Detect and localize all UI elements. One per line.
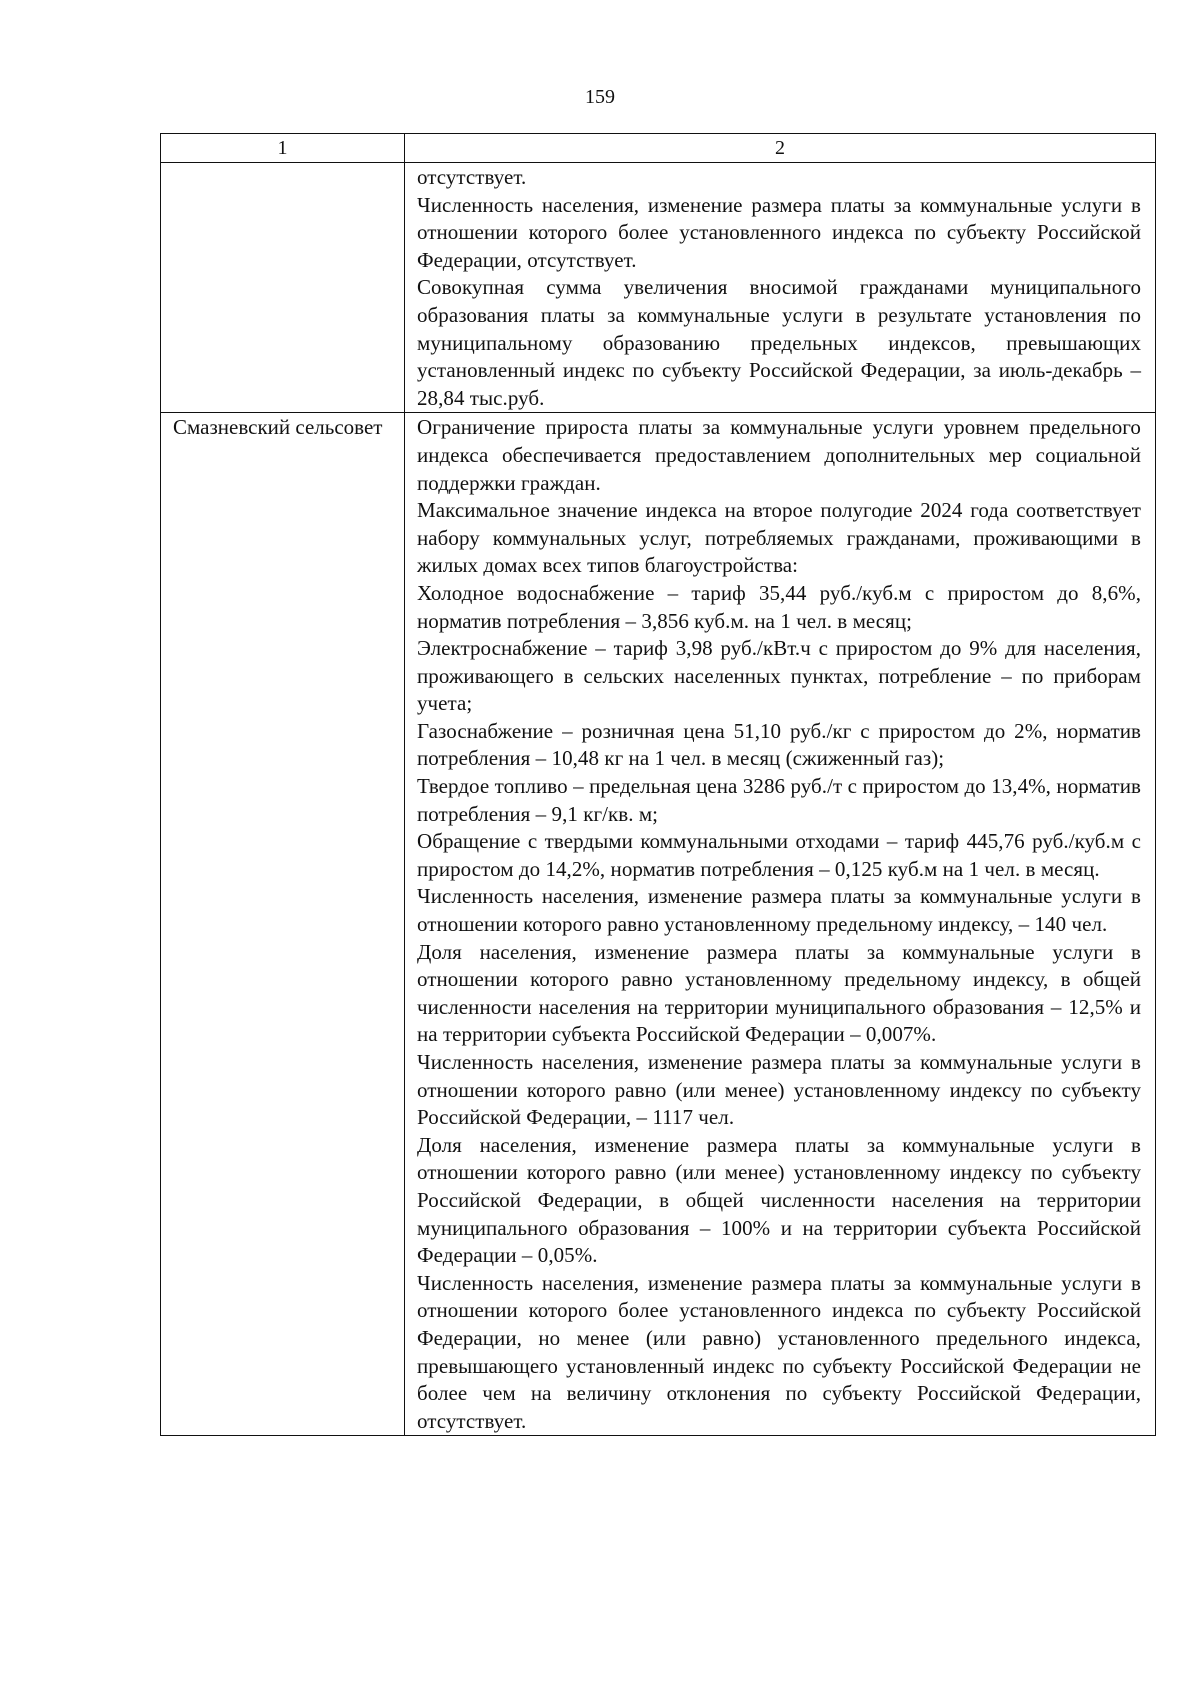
description-cell <box>405 413 1156 1436</box>
page-number: 159 <box>585 86 615 108</box>
table-row <box>161 413 1156 1436</box>
paragraph: Ограничение прироста платы за коммунальные услуги уровнем предельного индекса обеспечивается предоставлением дополнительных мер социальной поддержки граждан. <box>417 415 1141 495</box>
paragraph: Численность населения, изменение размера платы за коммунальные услуги в отношении которого равно (или менее) установленному индексу по субъекту Российской Федерации, – 1117 чел. <box>417 1050 1141 1130</box>
column-header-2: 2 <box>405 134 1156 163</box>
paragraph: Холодное водоснабжение – тариф 35,44 руб./куб.м с приростом до 8,6%, норматив потребления – 3,856 куб.м. на 1 чел. в месяц; <box>417 580 1141 633</box>
paragraph: Численность населения, изменение размера платы за коммунальные услуги в отношении которого более установленного индекса по субъекту Российской Федерации, но менее (или равно) установленного предельного индекса, превышающего установленный индекс по субъекту Российской Федерации не более чем на величину отклонения по субъекту Российской Федерации, отсутствует. <box>417 1270 1141 1433</box>
paragraph: Обращение с твердыми коммунальными отходами – тариф 445,76 руб./куб.м с приростом до 14,2%, норматив потребления – 0,125 куб.м на 1 чел. в месяц. <box>417 829 1141 881</box>
table-row <box>161 163 1156 413</box>
paragraph: Численность населения, изменение размера платы за коммунальные услуги в отношении которого более установленного индекса по субъекту Российской Федерации, отсутствует. <box>417 192 1141 272</box>
paragraph: Твердое топливо – предельная цена 3286 руб./т с приростом до 13,4%, норматив потребления – 9,1 кг/кв. м; <box>417 774 1141 826</box>
document-table <box>160 133 1156 1436</box>
paragraph: Доля населения, изменение размера платы за коммунальные услуги в отношении которого равно установленному предельному индексу, в общей численности населения на территории муниципального образования – 12,5% и на территории субъекта Российской Федерации – 0,007%. <box>417 939 1141 1047</box>
paragraph: отсутствует. <box>417 165 527 189</box>
paragraph: Максимальное значение индекса на второе полугодие 2024 года соответствует набору коммунальных услуг, потребляемых гражданами, проживающими в жилых домах всех типов благоустройства: <box>417 498 1141 578</box>
column-header-1: 1 <box>161 134 405 163</box>
paragraph: Газоснабжение – розничная цена 51,10 руб./кг с приростом до 2%, норматив потребления – 10,48 кг на 1 чел. в месяц (сжиженный газ); <box>417 718 1141 771</box>
paragraph: Численность населения, изменение размера платы за коммунальные услуги в отношении которого равно установленному предельному индексу, – 140 чел. <box>417 884 1141 937</box>
municipality-name-cell <box>161 163 405 413</box>
municipality-name-cell: Смазневский сельсовет <box>161 413 405 1436</box>
paragraph: Доля населения, изменение размера платы за коммунальные услуги в отношении которого равно (или менее) установленному индексу по субъекту Российской Федерации, в общей численности населения на территории муниципального образования – 100% и на территории субъекта Российской Федерации – 0,05%. <box>417 1132 1141 1268</box>
paragraph: Совокупная сумма увеличения вносимой гражданами муниципального образования платы за коммунальные услуги в результате установления по муниципальному образованию предельных индексов, превышающих установленный индекс по субъекту Российской Федерации, за июль-декабрь – 28,84 тыс.руб. <box>417 275 1141 410</box>
table-header-row <box>161 134 1156 163</box>
description-cell <box>405 163 1156 413</box>
paragraph: Электроснабжение – тариф 3,98 руб./кВт.ч с приростом до 9% для населения, проживающего в сельских населенных пунктах, потребление – по приборам учета; <box>417 636 1141 716</box>
